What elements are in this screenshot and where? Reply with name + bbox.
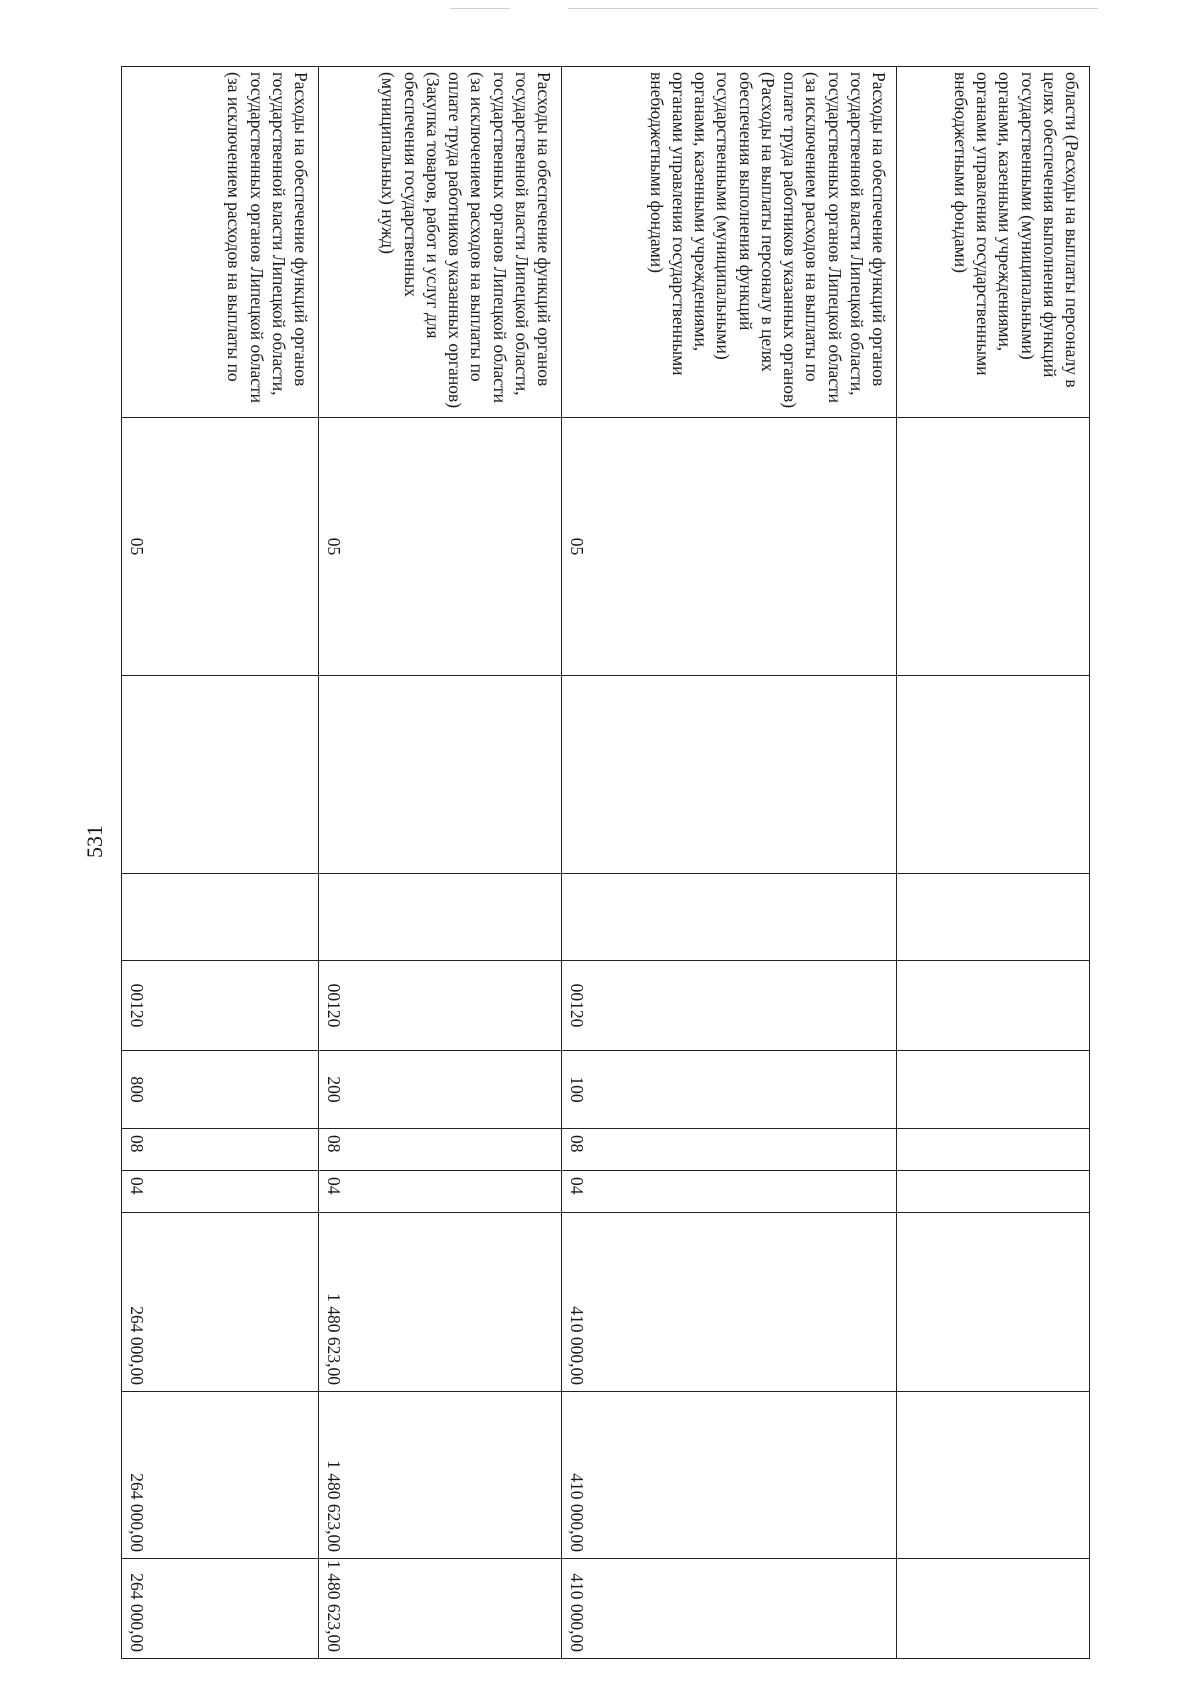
subsection-cell: 04 [319, 1171, 562, 1213]
section-cell: 08 [319, 1129, 562, 1171]
budget-table [121, 66, 1090, 1659]
expense-type-cell: 800 [122, 1051, 319, 1129]
empty-cell [562, 874, 897, 961]
code-cell: 05 [562, 418, 897, 676]
subsection-cell [897, 1171, 1090, 1213]
target-article-cell: 00120 [562, 961, 897, 1051]
rotated-table-sheet [122, 66, 1090, 1658]
empty-cell [897, 676, 1090, 874]
code-cell: 05 [122, 418, 319, 676]
empty-cell [562, 676, 897, 874]
section-cell: 08 [562, 1129, 897, 1171]
table-row [319, 67, 562, 1659]
code-cell [897, 418, 1090, 676]
expense-type-cell [897, 1051, 1090, 1129]
expense-type-cell: 200 [319, 1051, 562, 1129]
target-article-cell: 00120 [122, 961, 319, 1051]
subsection-cell: 04 [562, 1171, 897, 1213]
empty-cell [122, 874, 319, 961]
scan-edge-line [568, 8, 1098, 9]
amount-cell: 410 000,00 [562, 1392, 897, 1559]
section-cell [897, 1129, 1090, 1171]
amount-cell: 410 000,00 [562, 1213, 897, 1392]
description-cell: Расходы на обеспечение функций органов государственной власти Липецкой области, государственных органов Липецкой области (за исключением расходов на выплаты по оплате труда работников указанных органов) (Закупка товаров, работ и услуг для обеспечения государственных (муниципальных) нужд) [319, 67, 562, 418]
amount-cell: 264 000,00 [122, 1559, 319, 1659]
amount-cell: 1 480 623,00 [319, 1213, 562, 1392]
empty-cell [897, 874, 1090, 961]
scan-edge-line [450, 8, 510, 9]
expense-type-cell: 100 [562, 1051, 897, 1129]
amount-cell: 264 000,00 [122, 1392, 319, 1559]
page-number: 531 [82, 825, 107, 858]
amount-cell [897, 1392, 1090, 1559]
target-article-cell [897, 961, 1090, 1051]
description-cell: Расходы на обеспечение функций органов государственной власти Липецкой области, государственных органов Липецкой области (за исключением расходов на выплаты по [122, 67, 319, 418]
description-cell: Расходы на обеспечение функций органов государственной власти Липецкой области, государственных органов Липецкой области (за исключением расходов на выплаты по оплате труда работников указанных органов) (Расходы на выплаты персоналу в целях обеспечения выполнения функций государственными (муниципальными) органами, казенными учреждениями, органами управления государственными внебюджетными фондами) [562, 67, 897, 418]
empty-cell [122, 676, 319, 874]
amount-cell: 410 000,00 [562, 1559, 897, 1659]
amount-cell: 1 480 623,00 [319, 1559, 562, 1659]
target-article-cell: 00120 [319, 961, 562, 1051]
empty-cell [319, 874, 562, 961]
empty-cell [319, 676, 562, 874]
amount-cell [897, 1213, 1090, 1392]
amount-cell: 264 000,00 [122, 1213, 319, 1392]
table-row [562, 67, 897, 1659]
description-cell: области (Расходы на выплаты персоналу в целях обеспечения выполнения функций государственными (муниципальными) органами, казенными учреждениями, органами управления государственными внебюджетными фондами) [897, 67, 1090, 418]
amount-cell: 1 480 623,00 [319, 1392, 562, 1559]
subsection-cell: 04 [122, 1171, 319, 1213]
table-body [122, 67, 1090, 1659]
section-cell: 08 [122, 1129, 319, 1171]
table-row [122, 67, 319, 1659]
code-cell: 05 [319, 418, 562, 676]
amount-cell [897, 1559, 1090, 1659]
table-row [897, 67, 1090, 1659]
